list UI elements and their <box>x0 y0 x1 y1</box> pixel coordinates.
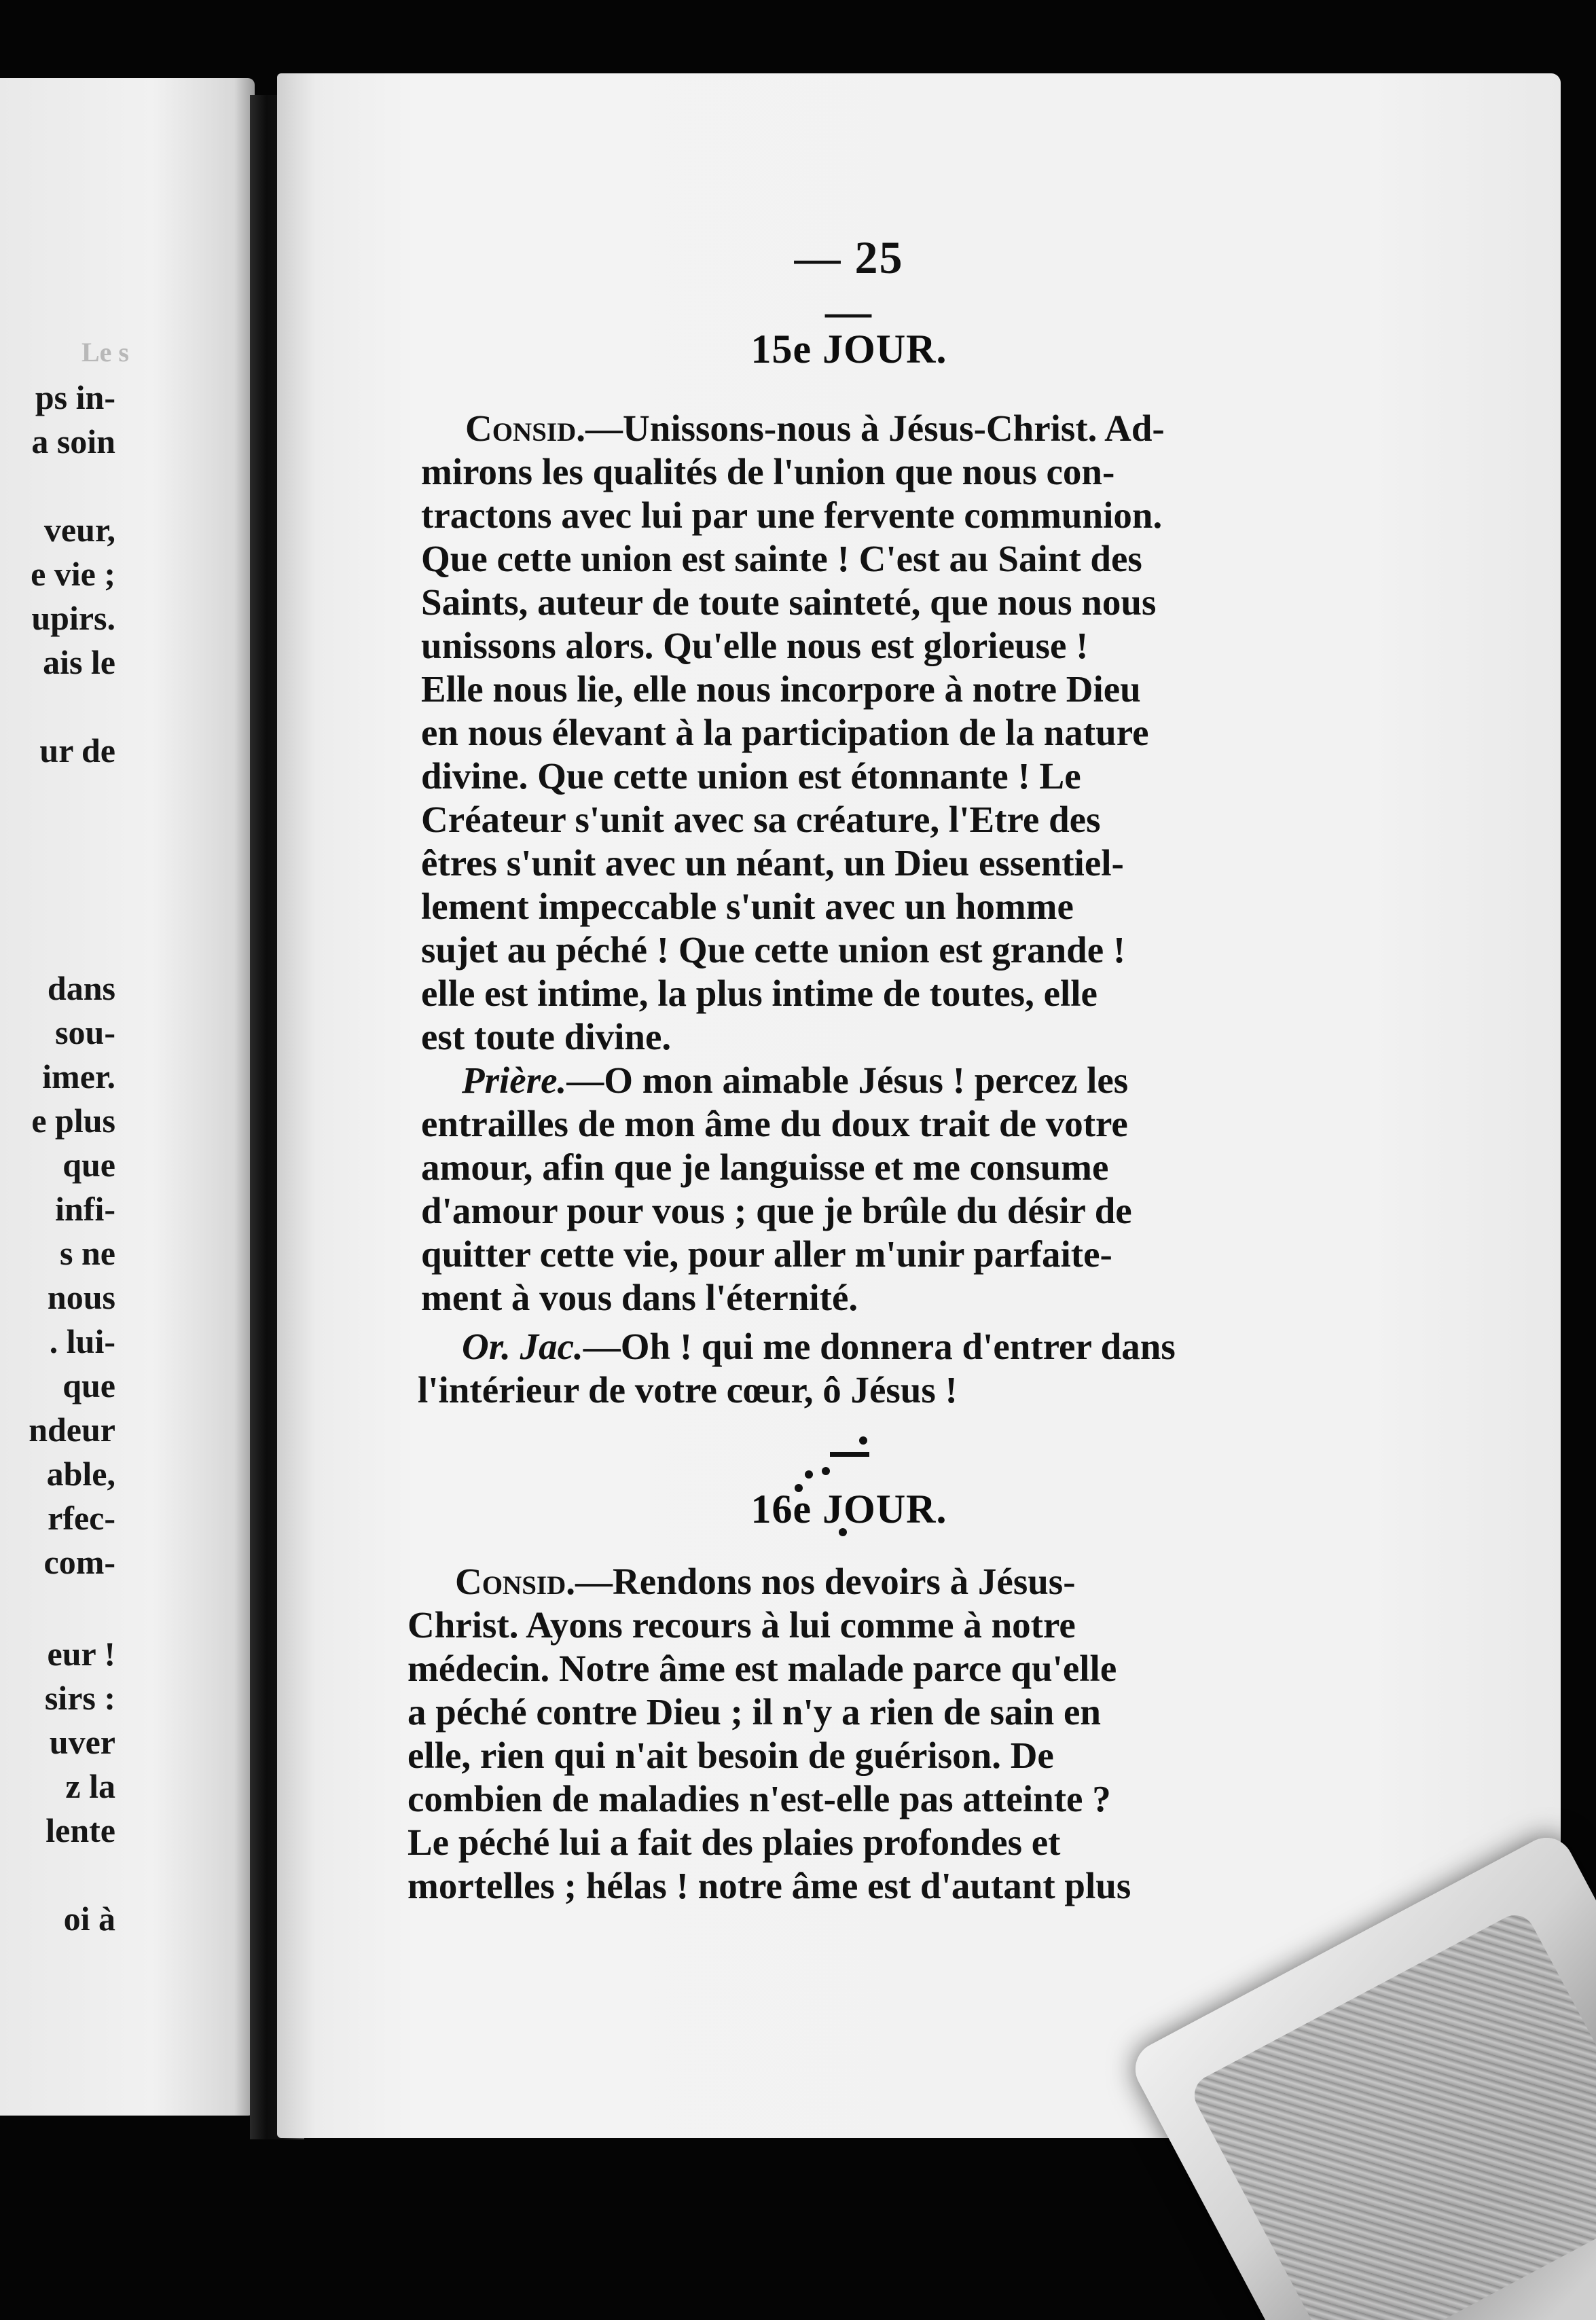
consid-text: —Unissons-nous à Jésus-Christ. Ad- <box>585 407 1165 449</box>
consid-text: —Rendons nos devoirs à Jésus- <box>575 1561 1076 1602</box>
day-15-priere-line: quitter cette vie, pour aller m'unir parfaite- <box>421 1233 1112 1275</box>
day-16-consid-line: médecin. Notre âme est malade parce qu'elle <box>407 1648 1117 1689</box>
left-page-line: nous <box>47 1278 115 1316</box>
left-page-line: . lui- <box>49 1322 115 1360</box>
day-15-consid-line: sujet au péché ! Que cette union est grande ! <box>421 929 1126 971</box>
day-15-consid-line: divine. Que cette union est étonnante ! Le <box>421 755 1081 797</box>
left-page-line: imer. <box>42 1057 115 1095</box>
day-15-consid-line-1 <box>465 407 1165 450</box>
orjac-label: Or. Jac. <box>462 1326 583 1367</box>
day-15-orjac-line: l'intérieur de votre cœur, ô Jésus ! <box>418 1369 958 1411</box>
day-15-priere-line: amour, afin que je languisse et me consume <box>421 1146 1109 1188</box>
day-15-priere-line: entrailles de mon âme du doux trait de votre <box>421 1103 1128 1144</box>
section-divider-rule <box>830 1452 869 1457</box>
day-16-consid-line: mortelles ; hélas ! notre âme est d'autant plus <box>407 1865 1131 1906</box>
day-15-consid-line: Saints, auteur de toute sainteté, que nous nous <box>421 581 1157 623</box>
left-page-line: able, <box>46 1455 115 1493</box>
left-page-line: upirs. <box>31 599 115 637</box>
day-15-consid-line: Que cette union est sainte ! C'est au Saint des <box>421 538 1142 579</box>
left-page-line: com- <box>43 1543 115 1581</box>
ink-speck <box>805 1470 813 1479</box>
day-15-consid-line: lement impeccable s'unit avec un homme <box>421 886 1074 927</box>
left-page-line: ais le <box>43 643 115 681</box>
left-page-line: sirs : <box>44 1679 115 1717</box>
left-page-line: z la <box>65 1767 115 1805</box>
left-page-line: sou- <box>55 1013 115 1051</box>
day-16-consid-line: Le péché lui a fait des plaies profondes et <box>407 1821 1061 1863</box>
day-15-orjac-line-1 <box>462 1326 1176 1368</box>
left-page-line: que <box>62 1366 115 1404</box>
left-page-line: ps in- <box>35 378 115 416</box>
consid-label: Consid. <box>465 407 586 449</box>
left-page-line: veur, <box>43 511 115 549</box>
left-page-line: s ne <box>60 1234 115 1272</box>
day-16-consid-line: elle, rien qui n'ait besoin de guérison. De <box>407 1735 1054 1776</box>
left-page-line: e vie ; <box>31 555 115 593</box>
left-page-line: ur de <box>39 731 115 769</box>
bleed-through-text: Le s <box>81 337 129 367</box>
left-page-line: e plus <box>31 1102 115 1140</box>
page-number: — 25 — <box>794 232 904 337</box>
day-15-priere-line: ment à vous dans l'éternité. <box>421 1277 858 1318</box>
ink-speck <box>822 1467 830 1475</box>
day-16-heading: 16e JOUR. <box>750 1487 947 1531</box>
left-page-line: ndeur <box>29 1411 115 1449</box>
priere-text: —O mon aimable Jésus ! percez les <box>566 1059 1129 1101</box>
day-15-consid-line: elle est intime, la plus intime de toutes, elle <box>421 973 1098 1014</box>
left-page-line: dans <box>47 969 115 1007</box>
left-page-fragment <box>0 78 255 2116</box>
priere-label: Prière. <box>462 1059 567 1101</box>
left-page-line: lente <box>46 1811 115 1849</box>
day-16-consid-line: combien de maladies n'est-elle pas atteinte ? <box>407 1778 1111 1819</box>
orjac-text: —Oh ! qui me donnera d'entrer dans <box>583 1326 1176 1367</box>
day-15-consid-line: en nous élevant à la participation de la nature <box>421 712 1149 753</box>
left-page-line: infi- <box>55 1190 115 1228</box>
day-15-consid-line: est toute divine. <box>421 1016 672 1057</box>
day-15-consid-line: Elle nous lie, elle nous incorpore à notre Dieu <box>421 668 1141 710</box>
day-15-consid-line: Créateur s'unit avec sa créature, l'Etre des <box>421 799 1101 840</box>
day-15-priere-line: d'amour pour vous ; que je brûle du désir de <box>421 1190 1132 1231</box>
consid-label: Consid. <box>455 1561 576 1602</box>
day-15-consid-line: mirons les qualités de l'union que nous con- <box>421 451 1115 492</box>
day-16-consid-line-1 <box>455 1561 1076 1603</box>
day-16-consid-line: Christ. Ayons recours à lui comme à notre <box>407 1604 1076 1646</box>
left-page-line: uver <box>49 1723 115 1761</box>
left-page-line: oi à <box>63 1900 115 1938</box>
day-16-consid-line: a péché contre Dieu ; il n'y a rien de sain en <box>407 1691 1102 1733</box>
left-page-line: a soin <box>31 422 115 460</box>
day-15-priere-line-1 <box>462 1059 1128 1102</box>
left-page-line: eur ! <box>47 1635 115 1673</box>
day-15-consid-line: unissons alors. Qu'elle nous est glorieuse ! <box>421 625 1089 666</box>
left-page-line: rfec- <box>48 1499 115 1537</box>
day-15-consid-line: tractons avec lui par une fervente communion. <box>421 494 1163 536</box>
day-15-consid-line: êtres s'unit avec un néant, un Dieu essentiel- <box>421 842 1124 884</box>
ink-speck <box>859 1436 867 1445</box>
day-15-heading: 15e JOUR. <box>750 327 947 371</box>
left-page-line: que <box>62 1146 115 1184</box>
